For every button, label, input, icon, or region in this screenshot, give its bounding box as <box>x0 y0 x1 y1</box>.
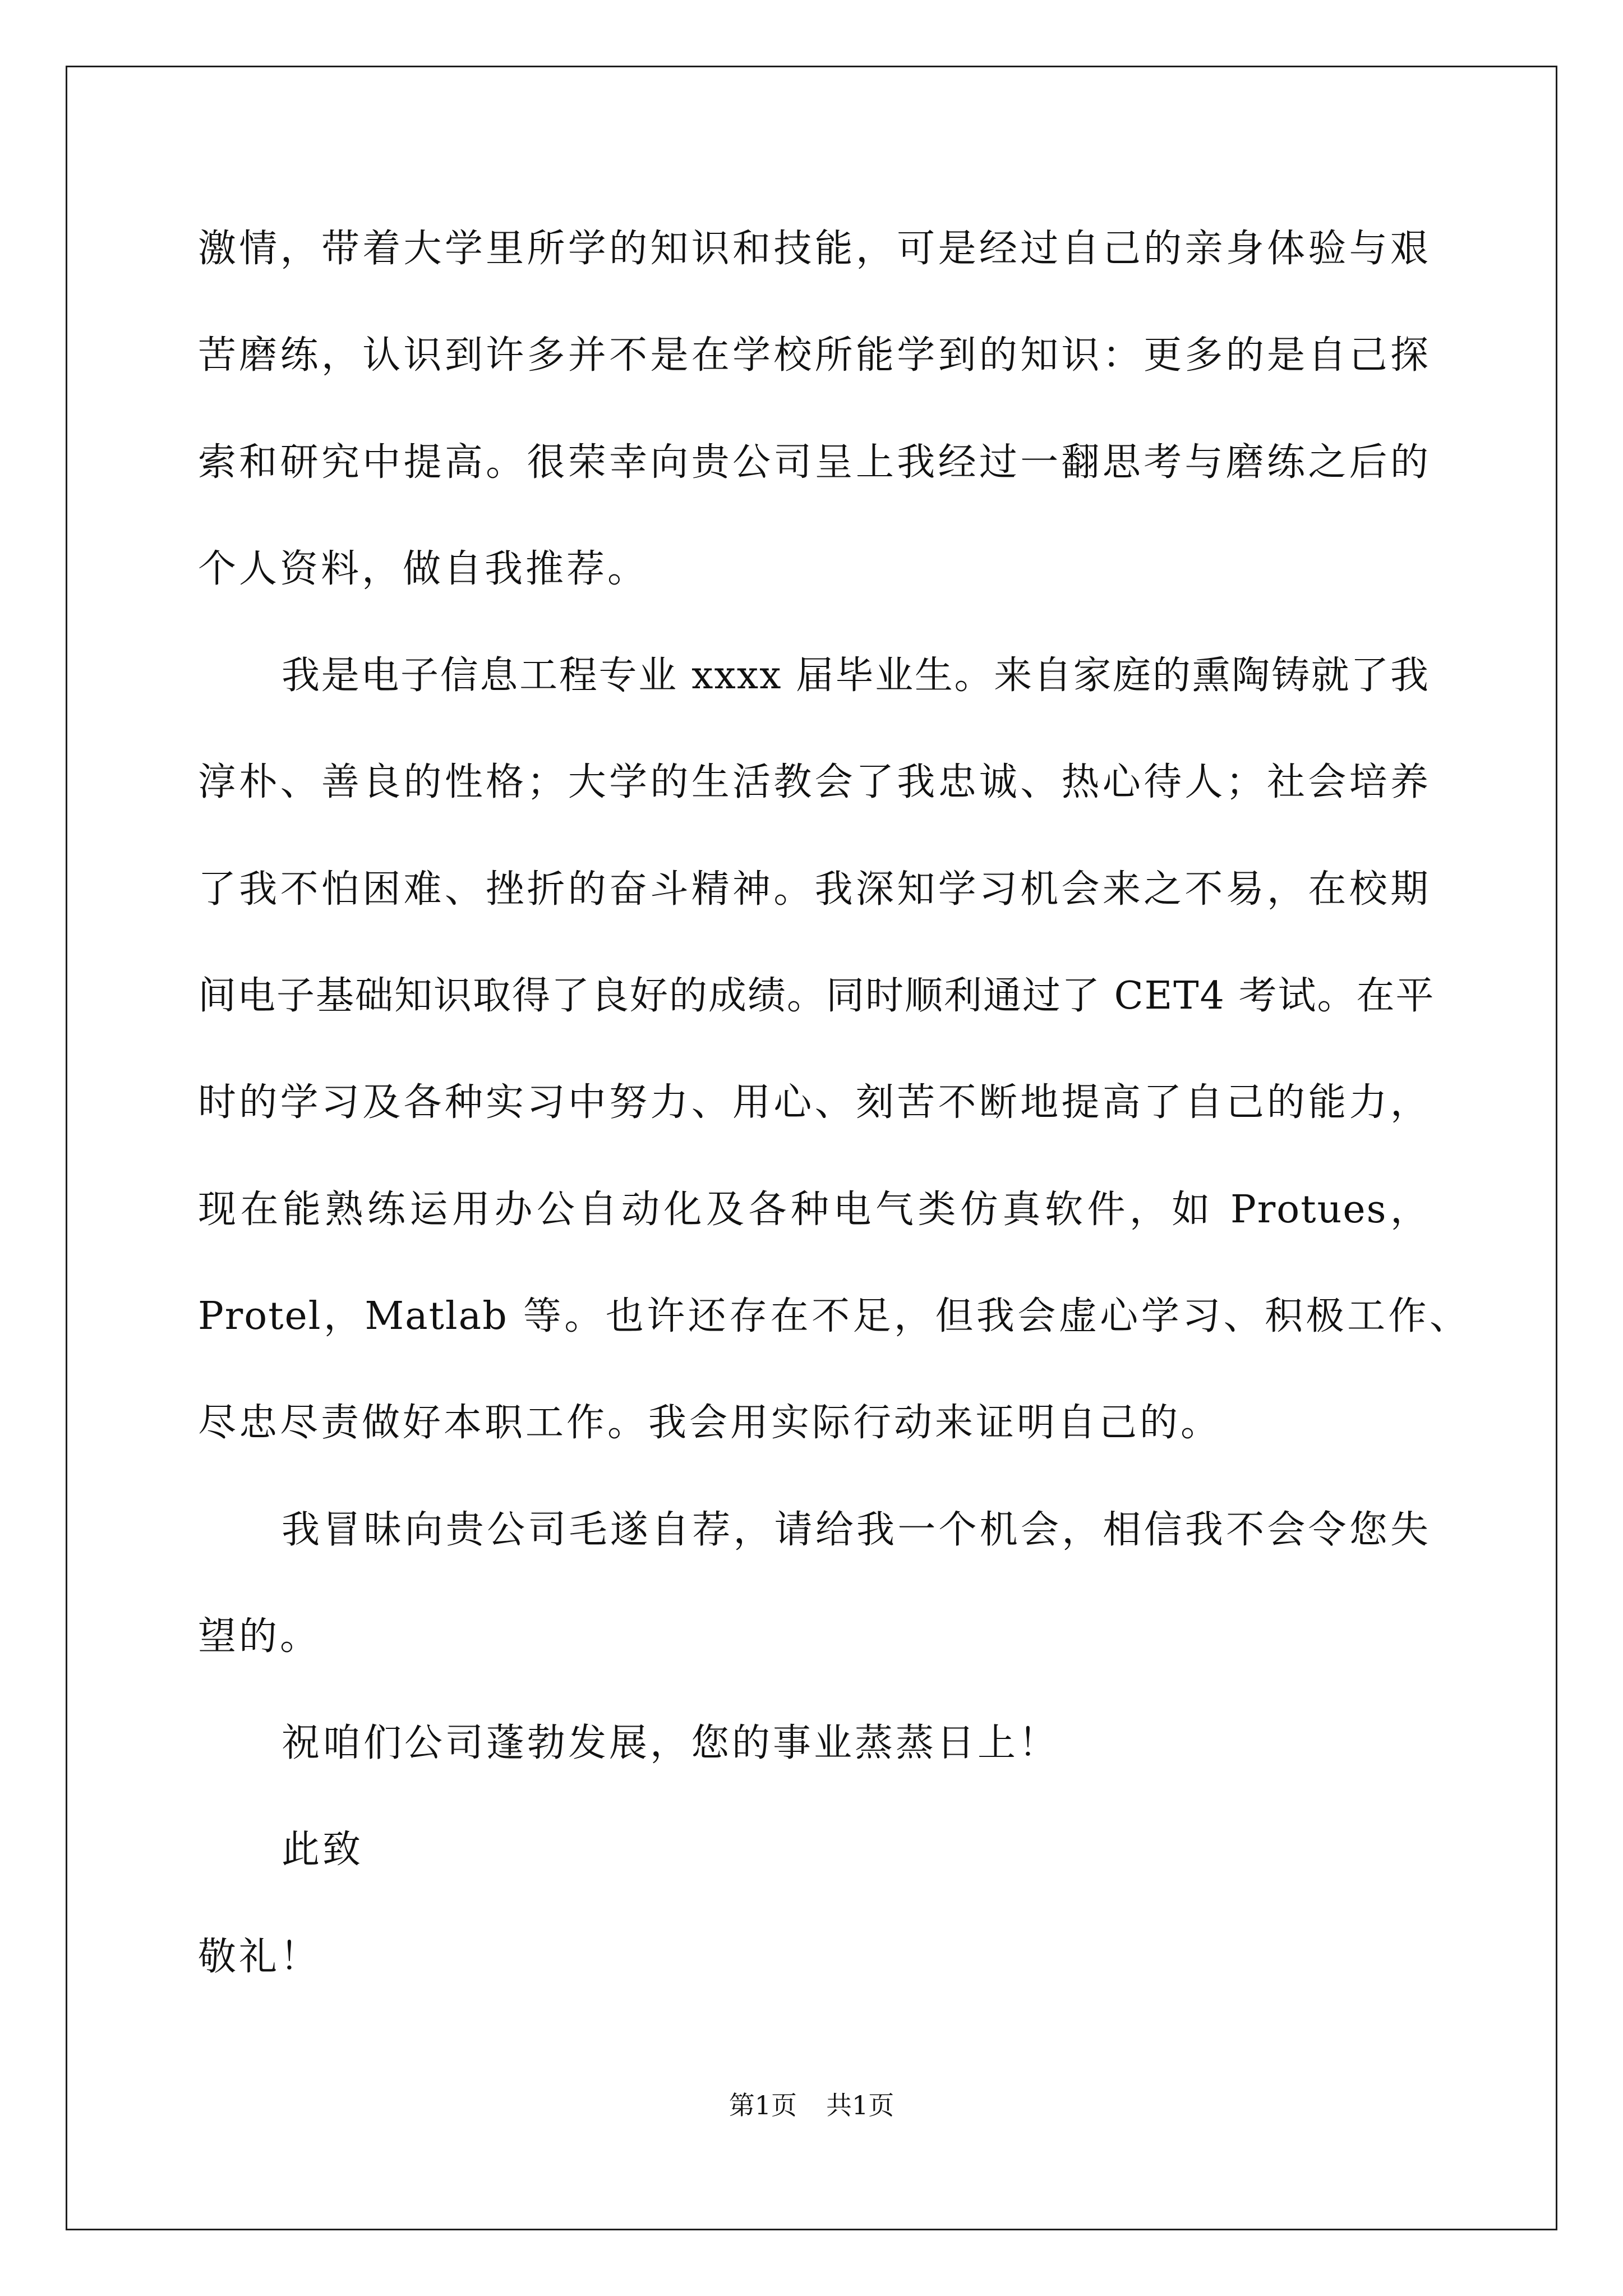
page-footer <box>0 2088 1623 2122</box>
body-line: 激情，带着大学里所学的知识和技能，可是经过自己的亲身体验与艰 <box>198 227 1430 271</box>
body-line: 苦磨练，认识到许多并不是在学校所能学到的知识：更多的是自己探 <box>198 333 1430 378</box>
page-count: 共1页 <box>826 2090 895 2120</box>
body-line: 了我不怕困难、挫折的奋斗精神。我深知学习机会来之不易，在校期 <box>198 867 1430 912</box>
regards-line: 敬礼！ <box>198 1934 321 1979</box>
body-line: 索和研究中提高。很荣幸向贵公司呈上我经过一翻思考与磨练之后的 <box>198 440 1430 485</box>
body-line: 淳朴、善良的性格；大学的生活教会了我忠诚、热心待人；社会培养 <box>198 760 1430 805</box>
body-line: 我冒昧向贵公司毛遂自荐，请给我一个机会，相信我不会令您失 <box>282 1507 1430 1552</box>
body-line: 现在能熟练运用办公自动化及各种电气类仿真软件，如 Protues， <box>198 1187 1430 1232</box>
body-line: 尽忠尽责做好本职工作。我会用实际行动来证明自己的。 <box>198 1401 1222 1446</box>
letter-body <box>198 196 1488 2010</box>
page-number: 第1页 <box>728 2090 797 2120</box>
body-line: 望的。 <box>198 1614 321 1659</box>
salutation-line: 此致 <box>282 1828 364 1872</box>
body-line: 时的学习及各种实习中努力、用心、刻苦不断地提高了自己的能力， <box>198 1080 1430 1125</box>
body-line: 间电子基础知识取得了良好的成绩。同时顺利通过了 CET4 考试。在平 <box>198 974 1435 1019</box>
body-line: Protel，Matlab 等。也许还存在不足，但我会虚心学习、积极工作、 <box>198 1294 1469 1338</box>
closing-wish-line: 祝咱们公司蓬勃发展，您的事业蒸蒸日上！ <box>282 1721 1060 1766</box>
body-line: 我是电子信息工程专业 xxxx 届毕业生。来自家庭的熏陶铸就了我 <box>282 654 1430 698</box>
body-line: 个人资料，做自我推荐。 <box>198 546 649 591</box>
